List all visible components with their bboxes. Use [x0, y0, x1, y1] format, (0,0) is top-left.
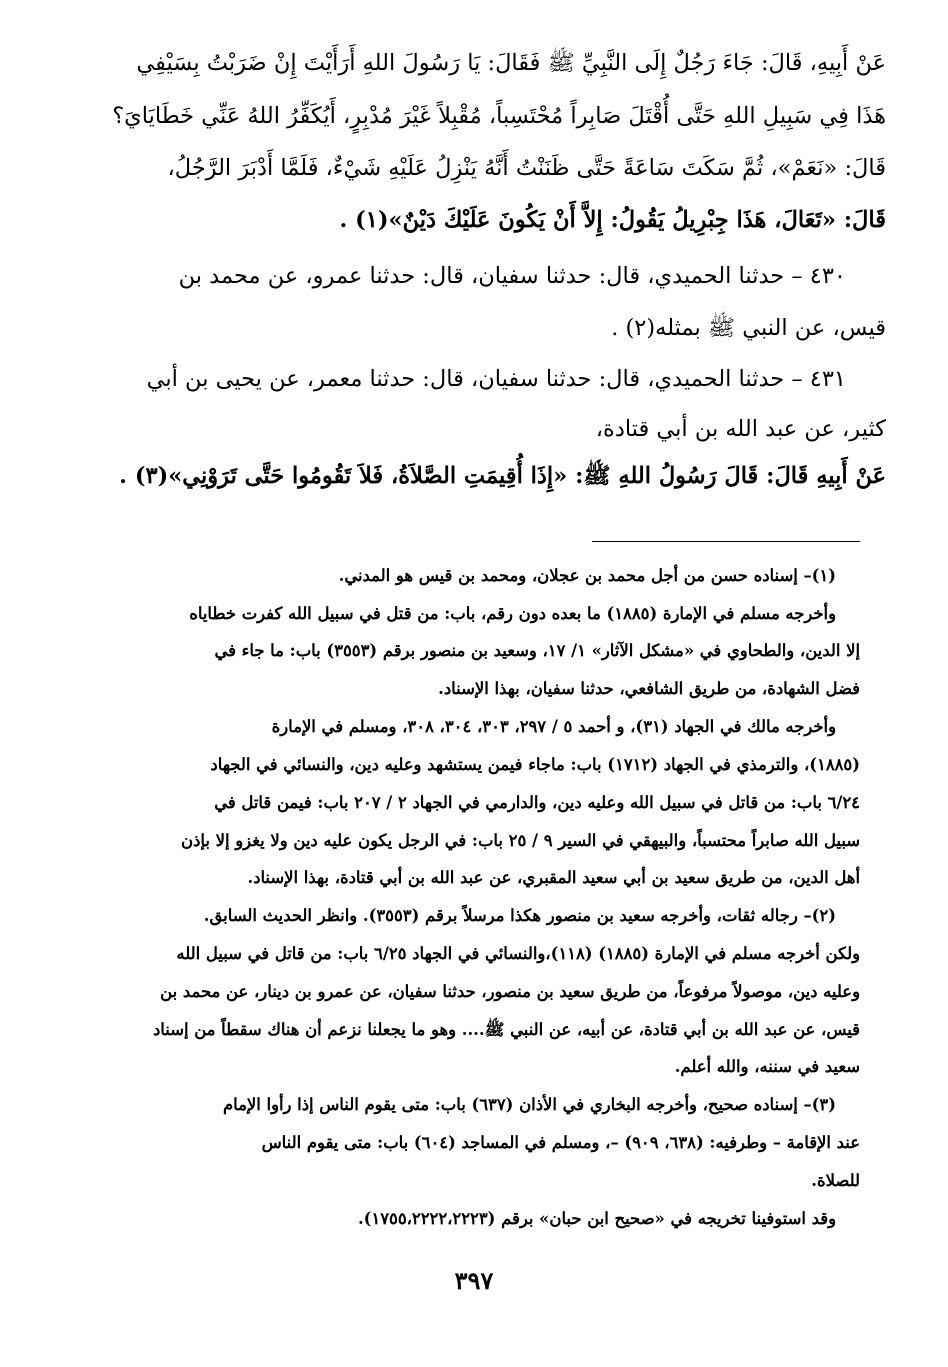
footnote-line: ٦/٢٤ باب: من قاتل في سبيل الله وعليه دين، والدارمي في الجهاد ٢ / ٢٠٧ باب: فيمن قاتل في [214, 793, 860, 812]
footnote-line: للصلاة. [811, 1171, 860, 1190]
footnote-line: إلا الدين، والطحاوي في «مشكل الآثار» ١/ ١٧، وسعيد بن منصور برقم (٣٥٥٣) باب: ما جاء في [214, 641, 860, 660]
footnote-separator [592, 541, 860, 542]
footnote-line: فضل الشهادة، من طريق الشافعي، حدثنا سفيان، بهذا الإسناد. [438, 679, 860, 698]
footnote-line: وأخرجه مسلم في الإمارة (١٨٨٥) ما بعده دون رقم، باب: من قتل في سبيل الله كفرت خطاياه [189, 604, 836, 623]
hadith-431-heading: ٤٣١ – حدثنا الحميدي، قال: حدثنا سفيان، قال: حدثنا معمر، عن يحيى بن أبي [146, 366, 846, 392]
hadith-430-heading: ٤٣٠ – حدثنا الحميدي، قال: حدثنا سفيان، قال: حدثنا عمرو، عن محمد بن [178, 263, 846, 289]
main-text-line: كثير، عن عبد الله بن أبي قتادة، [595, 416, 886, 442]
page-number: ٣٩٧ [454, 1266, 494, 1295]
footnote-line: سبيل الله صابراً محتسباً، والبيهقي في السير ٩ / ٢٥ باب: في الرجل يكون عليه دين ولا يغزو إلا بإذن [181, 831, 860, 850]
main-text-line: قَالَ: «نَعَمْ»، ثُمَّ سَكَتَ سَاعَةً حَتَّى ظَنَنْتُ أَنَّهُ يَنْزِلُ عَلَيْهِ شَيْءٌ، فَلَمَّا أَدْبَرَ الرَّجُلُ، [167, 155, 886, 181]
footnote-line: وأخرجه مالك في الجهاد (٣١)، و أحمد ٥ / ٢٩٧، ٣٠٣، ٣٠٤، ٣٠٨، ومسلم في الإمارة [271, 717, 836, 736]
footnote-2: (٢)– رجاله ثقات، وأخرجه سعيد بن منصور هكذا مرسلاً برقم (٣٥٥٣). وانظر الحديث السابق. [203, 906, 836, 925]
footnote-line: أهل الدين، من طريق سعيد بن أبي سعيد المقبري، عن عبد الله بن أبي قتادة، بهذا الإسناد. [247, 868, 860, 887]
footnote-line: عند الإقامة – وطرفيه: (٦٣٨، ٩٠٩) –، ومسلم في المساجد (٦٠٤) باب: متى يقوم الناس [261, 1133, 860, 1152]
main-text-line: عَنْ أَبِيهِ، قَالَ: جَاءَ رَجُلٌ إِلَى النَّبِيِّ ﷺ فَقَالَ: يَا رَسُولَ اللهِ أَرَأَيْتَ إِنْ ضَرَبْتُ بِسَيْفِي [136, 50, 886, 76]
main-text-line: عَنْ أَبِيهِ قَالَ: قَالَ رَسُولُ اللهِ ﷺ: «إِذَا أُقِيمَتِ الصَّلاَةُ، فَلاَ تَقُومُوا حَتَّى تَرَوْنِي»(٣) . [119, 463, 886, 489]
main-text-line: هَذَا فِي سَبِيلِ اللهِ حَتَّى أُقْتَلَ صَابِراً مُحْتَسِباً، مُقْبِلاً غَيْرَ مُدْبِرٍ، أَيُكَفِّرُ اللهُ عَنِّي خَطَايَايَ؟ [112, 103, 886, 129]
footnote-line: وعليه دين، موصولاً مرفوعاً، من طريق سعيد بن منصور، حدثنا سفيان، عن عمرو بن دينار، عن محمد بن [160, 982, 860, 1001]
footnote-line: سعيد في سننه، والله أعلم. [674, 1057, 860, 1076]
main-text-line: قَالَ: «تَعَالَ، هَذَا جِبْرِيلُ يَقُولُ: إِلاَّ أَنْ يَكُونَ عَلَيْكَ دَيْنٌ»(١) . [339, 207, 886, 233]
footnote-line: وقد استوفينا تخريجه في «صحيح ابن حبان» برقم (١٧٥٥،٢٢٢٢،٢٢٢٣). [357, 1209, 836, 1228]
footnote-line: ولكن أخرجه مسلم في الإمارة (١٨٨٥) (١١٨)،والنسائي في الجهاد ٦/٢٥ باب: من قاتل في سبيل الله [176, 944, 860, 963]
footnote-line: (١٨٨٥)، والترمذي في الجهاد (١٧١٢) باب: ماجاء فيمن يستشهد وعليه دين، والنسائي في الجهاد [210, 755, 860, 774]
main-text-line: قيس، عن النبي ﷺ بمثله(٢) . [611, 315, 886, 341]
footnote-3: (٣)– إسناده صحيح، وأخرجه البخاري في الأذان (٦٣٧) باب: متى يقوم الناس إذا رأوا الإمام [222, 1095, 836, 1114]
footnote-1: (١)– إسناده حسن من أجل محمد بن عجلان، ومحمد بن قيس هو المدني. [338, 566, 836, 585]
footnote-line: قيس، عن عبد الله بن أبي قتادة، عن أبيه، عن النبي ﷺ.... وهو ما يجعلنا نزعم أن هناك سقطاً من إسناد [152, 1020, 860, 1039]
